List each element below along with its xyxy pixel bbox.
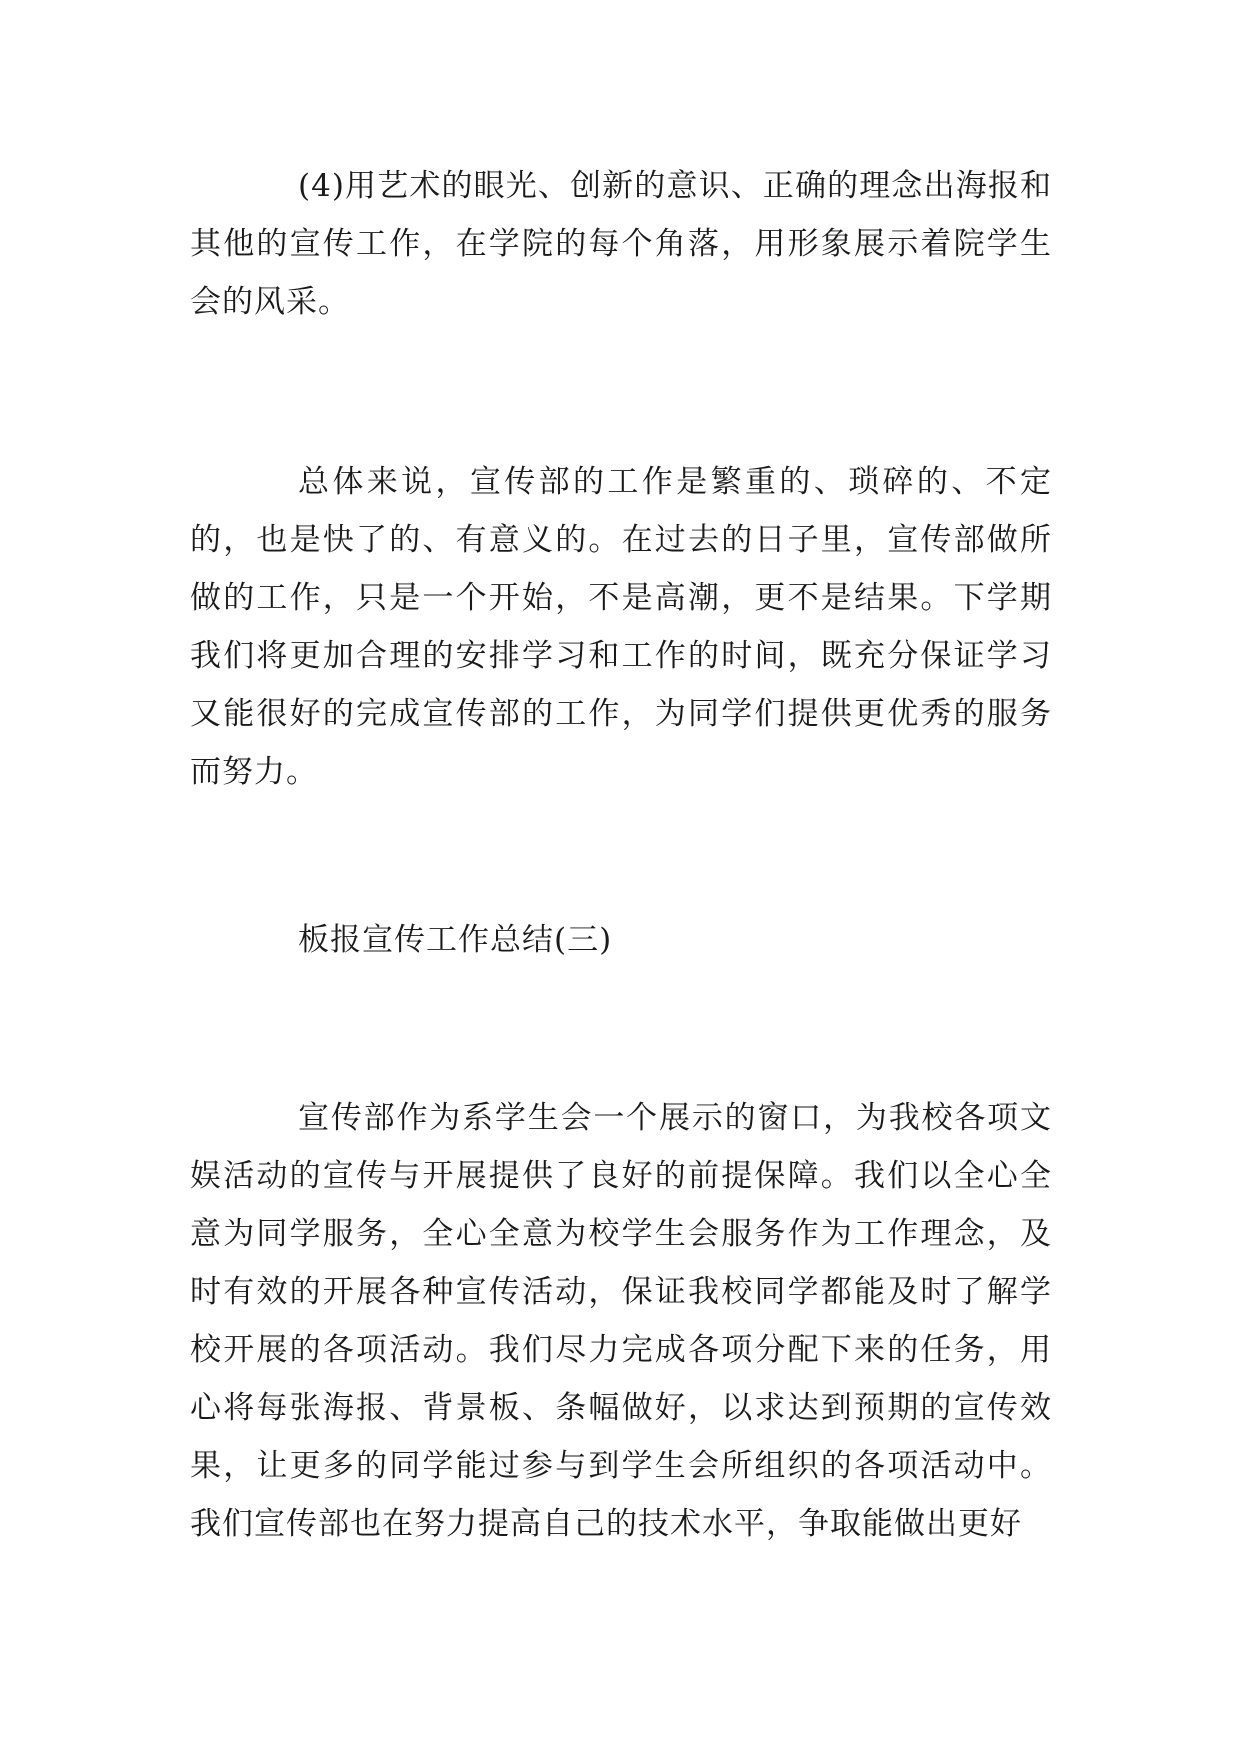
- section-title: 板报宣传工作总结(三): [298, 922, 613, 958]
- paragraph-section-intro: 宣传部作为系学生会一个展示的窗口，为我校各项文娱活动的宣传与开展提供了良好的前提保障。我们以全心全意为同学服务，全心全意为校学生会服务作为工作理念，及时有效的开展各种宣传活动，保证我校同学都能及时了解学校开展的各项活动。我们尽力完成各项分配下来的任务，用心将每张海报、背景板、条幅做好，以求达到预期的宣传效果，让更多的同学能过参与到学生会所组织的各项活动中。我们宣传部也在努力提高自己的技术水平，争取能做出更好: [190, 1100, 1052, 1542]
- paragraph-summary: 总体来说，宣传部的工作是繁重的、琐碎的、不定的，也是快了的、有意义的。在过去的日子里，宣传部做所做的工作，只是一个开始，不是高潮，更不是结果。下学期我们将更加合理的安排学习和工作的时间，既充分保证学习又能很好的完成宣传部的工作，为同学们提供更优秀的服务而努力。: [190, 464, 1052, 790]
- paragraph-poster-work: (4)用艺术的眼光、创新的意识、正确的理念出海报和其他的宣传工作，在学院的每个角落，用形象展示着院学生会的风采。: [190, 168, 1052, 320]
